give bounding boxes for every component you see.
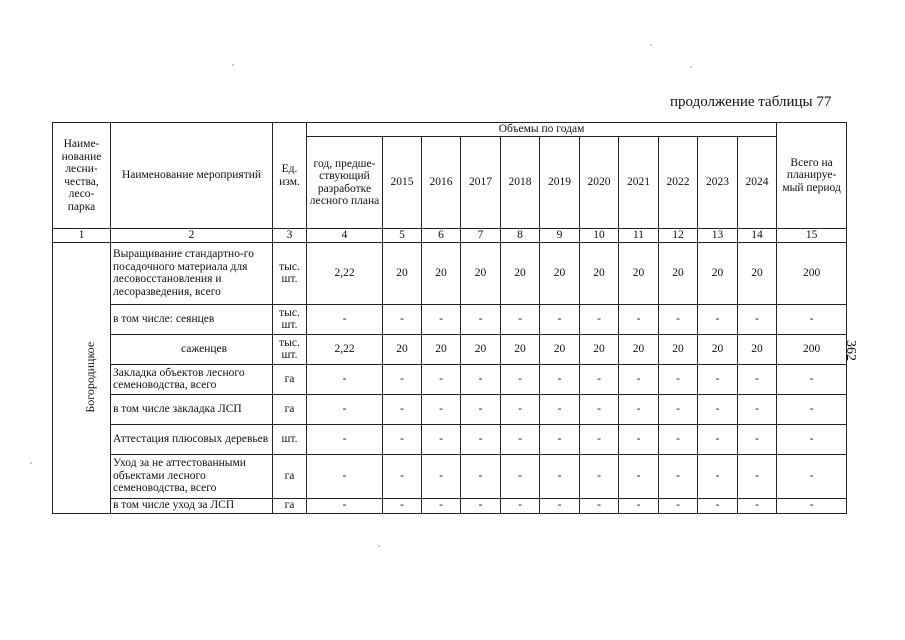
- header-prev-year: год, предше-ствующий разработке лесного плана: [307, 137, 383, 229]
- year-cell: 20: [422, 334, 461, 364]
- column-number: 8: [501, 229, 540, 243]
- year-cell: -: [659, 394, 698, 424]
- table-row: [53, 242, 847, 304]
- prev-year-cell: -: [307, 454, 383, 498]
- total-cell: 200: [777, 334, 847, 364]
- year-cell: -: [422, 454, 461, 498]
- activity-cell: Закладка объектов лесного семеноводства, всего: [111, 364, 273, 394]
- column-number: 4: [307, 229, 383, 243]
- year-cell: -: [738, 498, 777, 513]
- year-cell: -: [619, 498, 659, 513]
- unit-cell: га: [273, 454, 307, 498]
- scan-speck: [690, 66, 692, 68]
- scan-speck: [378, 545, 380, 547]
- year-cell: -: [422, 304, 461, 334]
- year-cell: -: [738, 394, 777, 424]
- year-cell: -: [540, 424, 580, 454]
- table-row: [53, 334, 847, 364]
- year-cell: -: [461, 424, 501, 454]
- header-volumes: Объемы по годам: [307, 123, 777, 137]
- year-cell: -: [619, 424, 659, 454]
- column-number: 7: [461, 229, 501, 243]
- year-cell: -: [461, 394, 501, 424]
- year-cell: -: [461, 498, 501, 513]
- header-year: 2017: [461, 137, 501, 229]
- year-cell: -: [698, 424, 738, 454]
- unit-cell: га: [273, 394, 307, 424]
- year-cell: -: [501, 304, 540, 334]
- column-number: 13: [698, 229, 738, 243]
- table-row: [53, 394, 847, 424]
- year-cell: -: [698, 498, 738, 513]
- total-cell: -: [777, 364, 847, 394]
- year-cell: -: [540, 364, 580, 394]
- header-year: 2022: [659, 137, 698, 229]
- year-cell: 20: [580, 334, 619, 364]
- year-cell: 20: [738, 334, 777, 364]
- year-cell: -: [659, 304, 698, 334]
- year-cell: -: [383, 304, 422, 334]
- table-row: [53, 364, 847, 394]
- total-cell: 200: [777, 242, 847, 304]
- total-cell: -: [777, 498, 847, 513]
- header-year: 2018: [501, 137, 540, 229]
- year-cell: -: [619, 394, 659, 424]
- column-number: 5: [383, 229, 422, 243]
- year-cell: -: [461, 364, 501, 394]
- column-number: 6: [422, 229, 461, 243]
- year-cell: -: [580, 424, 619, 454]
- column-number: 1: [53, 229, 111, 243]
- year-cell: 20: [383, 242, 422, 304]
- year-cell: 20: [383, 334, 422, 364]
- year-cell: -: [501, 498, 540, 513]
- year-cell: -: [461, 454, 501, 498]
- header-activity: Наименование мероприятий: [111, 123, 273, 229]
- column-number: 14: [738, 229, 777, 243]
- prev-year-cell: -: [307, 424, 383, 454]
- total-cell: -: [777, 304, 847, 334]
- prev-year-cell: -: [307, 498, 383, 513]
- header-total: Всего на планируе-мый период: [777, 123, 847, 229]
- column-number: 11: [619, 229, 659, 243]
- year-cell: 20: [580, 242, 619, 304]
- year-cell: -: [738, 454, 777, 498]
- year-cell: -: [383, 394, 422, 424]
- unit-cell: тыс. шт.: [273, 242, 307, 304]
- year-cell: -: [659, 454, 698, 498]
- year-cell: -: [698, 364, 738, 394]
- prev-year-cell: 2,22: [307, 242, 383, 304]
- column-number: 15: [777, 229, 847, 243]
- year-cell: -: [738, 304, 777, 334]
- page-title: продолжение таблицы 77: [670, 94, 832, 110]
- year-cell: -: [383, 454, 422, 498]
- year-cell: 20: [698, 242, 738, 304]
- column-number-row: [53, 229, 847, 243]
- year-cell: -: [540, 498, 580, 513]
- year-cell: -: [580, 394, 619, 424]
- year-cell: -: [619, 454, 659, 498]
- activity-cell: в том числе закладка ЛСП: [111, 394, 273, 424]
- year-cell: 20: [540, 242, 580, 304]
- column-number: 10: [580, 229, 619, 243]
- year-cell: 20: [461, 242, 501, 304]
- activity-cell: в том числе уход за ЛСП: [111, 498, 273, 513]
- year-cell: -: [422, 498, 461, 513]
- year-cell: -: [619, 364, 659, 394]
- column-number: 3: [273, 229, 307, 243]
- year-cell: 20: [619, 334, 659, 364]
- header-year: 2021: [619, 137, 659, 229]
- year-cell: -: [383, 498, 422, 513]
- activity-cell: в том числе: сеянцев: [111, 304, 273, 334]
- header-year: 2019: [540, 137, 580, 229]
- year-cell: 20: [659, 242, 698, 304]
- year-cell: -: [659, 364, 698, 394]
- forest-activities-table: [52, 122, 847, 514]
- year-cell: -: [580, 364, 619, 394]
- year-cell: -: [698, 454, 738, 498]
- year-cell: 20: [422, 242, 461, 304]
- year-cell: -: [580, 304, 619, 334]
- header-row-top: [53, 123, 847, 137]
- unit-cell: шт.: [273, 424, 307, 454]
- year-cell: -: [738, 424, 777, 454]
- activity-cell: Выращивание стандартно-го посадочного материала для лесовосстановления и лесоразведения, всего: [111, 242, 273, 304]
- year-cell: -: [540, 394, 580, 424]
- year-cell: -: [659, 498, 698, 513]
- year-cell: -: [501, 424, 540, 454]
- activity-cell: саженцев: [111, 334, 273, 364]
- year-cell: -: [698, 304, 738, 334]
- unit-cell: га: [273, 364, 307, 394]
- year-cell: -: [501, 364, 540, 394]
- activity-cell: Уход за не аттестованными объектами лесного семеноводства, всего: [111, 454, 273, 498]
- year-cell: -: [619, 304, 659, 334]
- total-cell: -: [777, 394, 847, 424]
- prev-year-cell: -: [307, 364, 383, 394]
- header-year: 2016: [422, 137, 461, 229]
- column-number: 9: [540, 229, 580, 243]
- year-cell: -: [540, 454, 580, 498]
- table-row: [53, 454, 847, 498]
- year-cell: 20: [461, 334, 501, 364]
- year-cell: 20: [501, 242, 540, 304]
- year-cell: -: [659, 424, 698, 454]
- header-year: 2023: [698, 137, 738, 229]
- year-cell: -: [698, 394, 738, 424]
- year-cell: -: [383, 424, 422, 454]
- column-number: 2: [111, 229, 273, 243]
- total-cell: -: [777, 424, 847, 454]
- year-cell: 20: [698, 334, 738, 364]
- year-cell: -: [580, 454, 619, 498]
- year-cell: -: [501, 454, 540, 498]
- activity-cell: Аттестация плюсовых деревьев: [111, 424, 273, 454]
- total-cell: -: [777, 454, 847, 498]
- year-cell: 20: [501, 334, 540, 364]
- scan-speck: [650, 44, 652, 46]
- scan-speck: [232, 64, 234, 66]
- forestry-name-cell: [53, 242, 111, 513]
- header-unit: Ед. изм.: [273, 123, 307, 229]
- year-cell: 20: [540, 334, 580, 364]
- year-cell: -: [383, 364, 422, 394]
- table-row: [53, 424, 847, 454]
- table-row: [53, 498, 847, 513]
- year-cell: -: [422, 424, 461, 454]
- year-cell: 20: [619, 242, 659, 304]
- header-year: 2020: [580, 137, 619, 229]
- header-forestry: Наиме-нование лесни-чества, лесо-парка: [53, 123, 111, 229]
- unit-cell: тыс. шт.: [273, 304, 307, 334]
- scan-speck: [30, 462, 32, 464]
- column-number: 12: [659, 229, 698, 243]
- year-cell: 20: [659, 334, 698, 364]
- year-cell: -: [461, 304, 501, 334]
- prev-year-cell: 2,22: [307, 334, 383, 364]
- year-cell: -: [738, 364, 777, 394]
- year-cell: -: [540, 304, 580, 334]
- year-cell: -: [422, 364, 461, 394]
- forestry-name: Богородицкое: [83, 341, 98, 413]
- header-year: 2024: [738, 137, 777, 229]
- unit-cell: тыс. шт.: [273, 334, 307, 364]
- table-row: [53, 304, 847, 334]
- prev-year-cell: -: [307, 304, 383, 334]
- page-number: 362: [843, 340, 858, 361]
- header-year: 2015: [383, 137, 422, 229]
- year-cell: -: [580, 498, 619, 513]
- year-cell: -: [501, 394, 540, 424]
- year-cell: 20: [738, 242, 777, 304]
- year-cell: -: [422, 394, 461, 424]
- prev-year-cell: -: [307, 394, 383, 424]
- unit-cell: га: [273, 498, 307, 513]
